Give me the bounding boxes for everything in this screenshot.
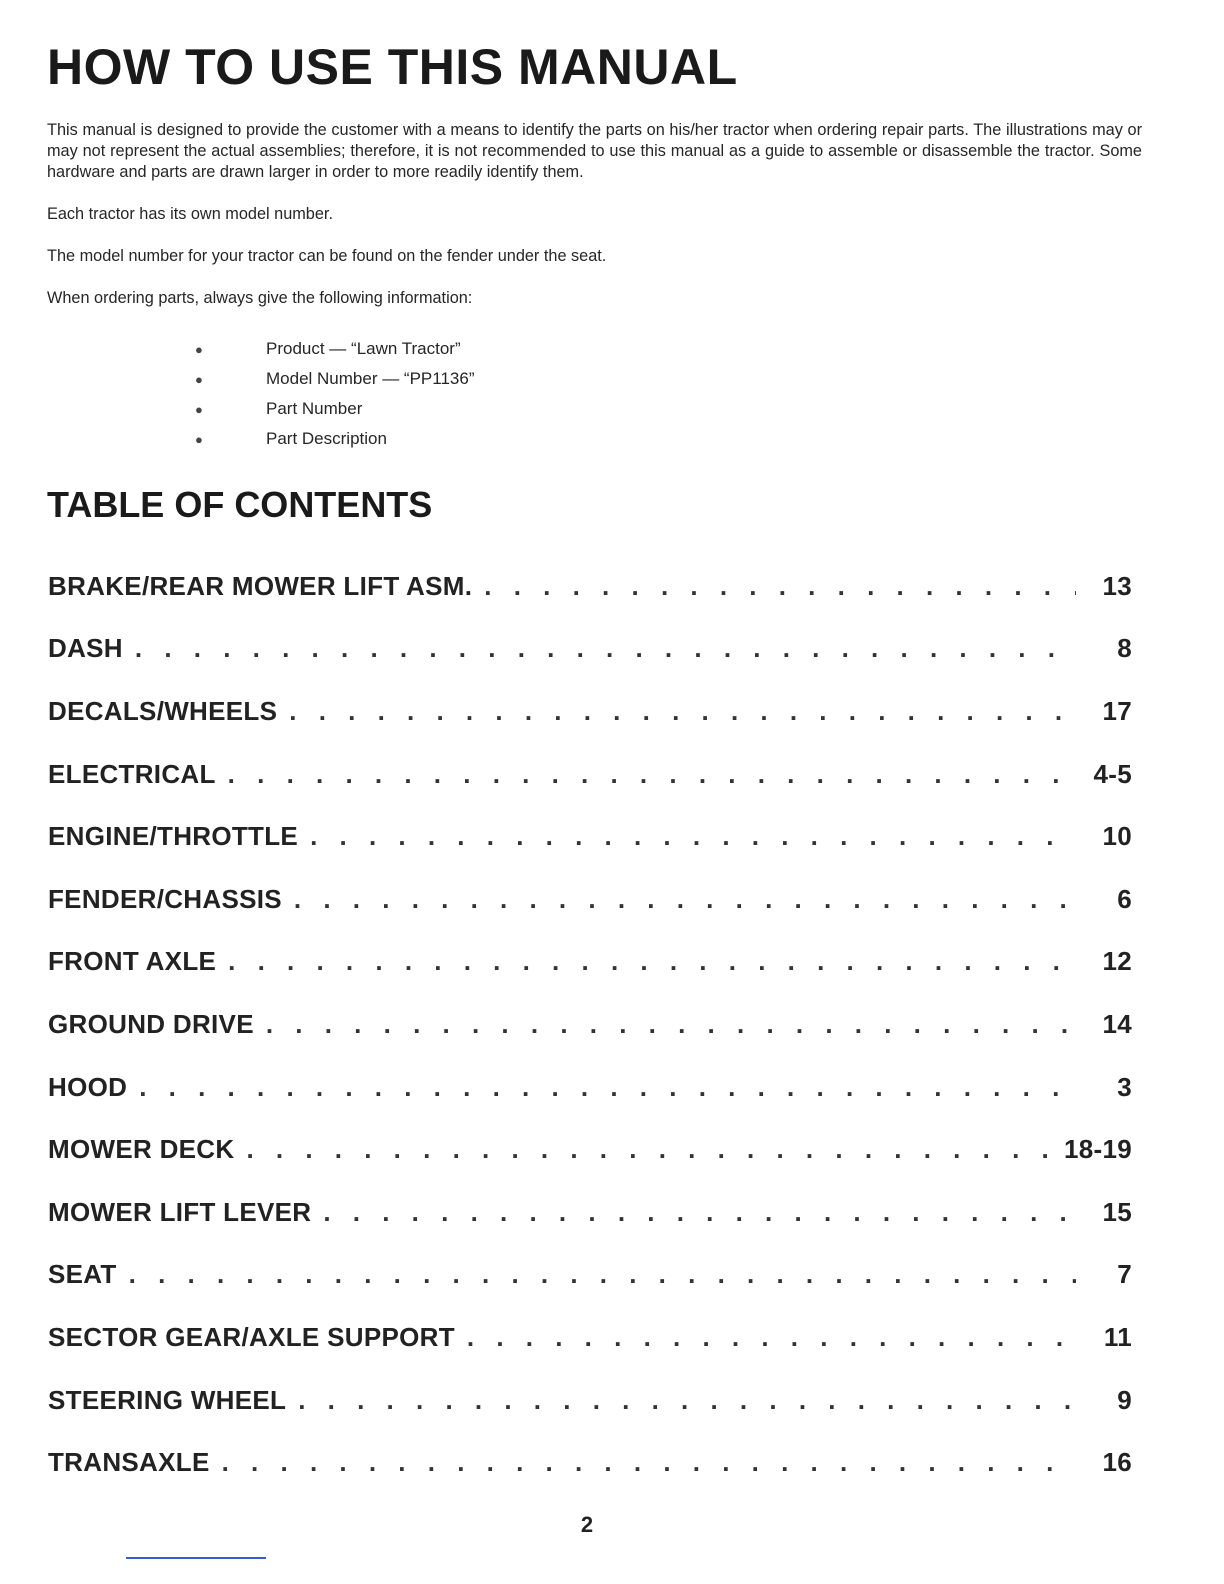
toc-entry-title: GROUND DRIVE: [48, 1008, 254, 1039]
table-of-contents: [48, 555, 1132, 1494]
model-location-note: The model number for your tractor can be found on the fender under the seat.: [47, 247, 607, 265]
bullet-icon: ●: [195, 341, 203, 357]
toc-entry-page: 14: [1102, 1008, 1132, 1039]
dot-leader: [467, 1322, 1076, 1353]
dot-leader: [310, 821, 1076, 852]
dot-leader: [135, 633, 1076, 664]
ordering-instructions: When ordering parts, always give the following information:: [47, 289, 473, 307]
toc-entry-title: BRAKE/REAR MOWER LIFT ASM.: [48, 570, 473, 601]
bullet-icon: ●: [195, 371, 203, 387]
toc-entry[interactable]: [48, 993, 1132, 1056]
toc-entry[interactable]: [48, 1244, 1132, 1307]
dot-leader: [129, 1259, 1076, 1290]
toc-entry[interactable]: [48, 1306, 1132, 1369]
toc-entry-page: 12: [1102, 946, 1132, 977]
toc-entry[interactable]: [48, 1431, 1132, 1494]
toc-entry[interactable]: [48, 1056, 1132, 1119]
toc-entry-title: MOWER LIFT LEVER: [48, 1196, 312, 1227]
intro-paragraph: This manual is designed to provide the customer with a means to identify the parts on his/her tractor when ordering repair parts. The illustrations may or may not represent the actual assemblies; therefore, it is not recommended to use this manual as a guide to assemble or disassemble the tractor. Some hardware and parts are drawn larger in order to more readily identify them.: [47, 121, 1142, 181]
bullet-icon: ●: [195, 431, 203, 447]
list-item: [190, 364, 475, 394]
dot-leader: [298, 1385, 1076, 1416]
ordering-info-list: [190, 334, 475, 454]
toc-entry-page: 3: [1117, 1071, 1132, 1102]
dot-leader: [139, 1072, 1076, 1103]
list-item: [190, 424, 475, 454]
toc-entry-title: SECTOR GEAR/AXLE SUPPORT: [48, 1321, 455, 1352]
toc-entry-page: 7: [1117, 1259, 1132, 1290]
toc-entry-title: STEERING WHEEL: [48, 1384, 287, 1415]
toc-entry-page: 10: [1102, 821, 1132, 852]
toc-entry[interactable]: [48, 618, 1132, 681]
toc-entry-title: SEAT: [48, 1259, 117, 1290]
toc-entry-title: HOOD: [48, 1071, 128, 1102]
toc-entry-page: 18-19: [1064, 1134, 1132, 1165]
dot-leader: [246, 1134, 1052, 1165]
model-number-note: Each tractor has its own model number.: [47, 205, 333, 223]
list-item-label: Product — “Lawn Tractor”: [266, 339, 461, 358]
toc-heading: TABLE OF CONTENTS: [47, 484, 433, 525]
list-item: [190, 394, 475, 424]
dot-leader: [323, 1197, 1076, 1228]
dot-leader: [484, 571, 1076, 602]
toc-entry-page: 9: [1117, 1384, 1132, 1415]
toc-entry-title: ENGINE/THROTTLE: [48, 821, 299, 852]
dot-leader: [289, 696, 1076, 727]
toc-entry[interactable]: [48, 868, 1132, 931]
dot-leader: [266, 1009, 1076, 1040]
toc-entry-page: 17: [1102, 695, 1132, 726]
bullet-icon: ●: [195, 401, 203, 417]
toc-entry-page: 16: [1102, 1447, 1132, 1478]
toc-entry-page: 4-5: [1093, 758, 1132, 789]
toc-entry-page: 13: [1102, 570, 1132, 601]
toc-entry[interactable]: [48, 743, 1132, 806]
toc-entry[interactable]: [48, 555, 1132, 618]
toc-entry-page: 11: [1103, 1321, 1132, 1352]
dot-leader: [294, 884, 1076, 915]
list-item-label: Model Number — “PP1136”: [266, 369, 475, 388]
dot-leader: [228, 759, 1076, 790]
toc-entry-title: FRONT AXLE: [48, 946, 217, 977]
page-title: HOW TO USE THIS MANUAL: [47, 39, 738, 95]
toc-entry-page: 8: [1117, 633, 1132, 664]
toc-entry-title: FENDER/CHASSIS: [48, 883, 282, 914]
list-item: [190, 334, 475, 364]
list-item-label: Part Description: [266, 429, 387, 448]
toc-entry-page: 15: [1102, 1196, 1132, 1227]
toc-entry[interactable]: [48, 1181, 1132, 1244]
toc-entry-title: DASH: [48, 633, 123, 664]
toc-entry-page: 6: [1117, 883, 1132, 914]
toc-entry[interactable]: [48, 1369, 1132, 1432]
page-number: 2: [580, 1512, 594, 1537]
toc-entry[interactable]: [48, 805, 1132, 868]
toc-entry-title: ELECTRICAL: [48, 758, 216, 789]
footer-rule: [126, 1557, 266, 1559]
toc-entry-title: MOWER DECK: [48, 1134, 235, 1165]
toc-entry-title: TRANSAXLE: [48, 1447, 210, 1478]
toc-entry-title: DECALS/WHEELS: [48, 695, 278, 726]
dot-leader: [222, 1447, 1076, 1478]
list-item-label: Part Number: [266, 399, 363, 418]
toc-entry[interactable]: [48, 931, 1132, 994]
toc-entry[interactable]: [48, 1118, 1132, 1181]
dot-leader: [228, 946, 1076, 977]
toc-entry[interactable]: [48, 680, 1132, 743]
